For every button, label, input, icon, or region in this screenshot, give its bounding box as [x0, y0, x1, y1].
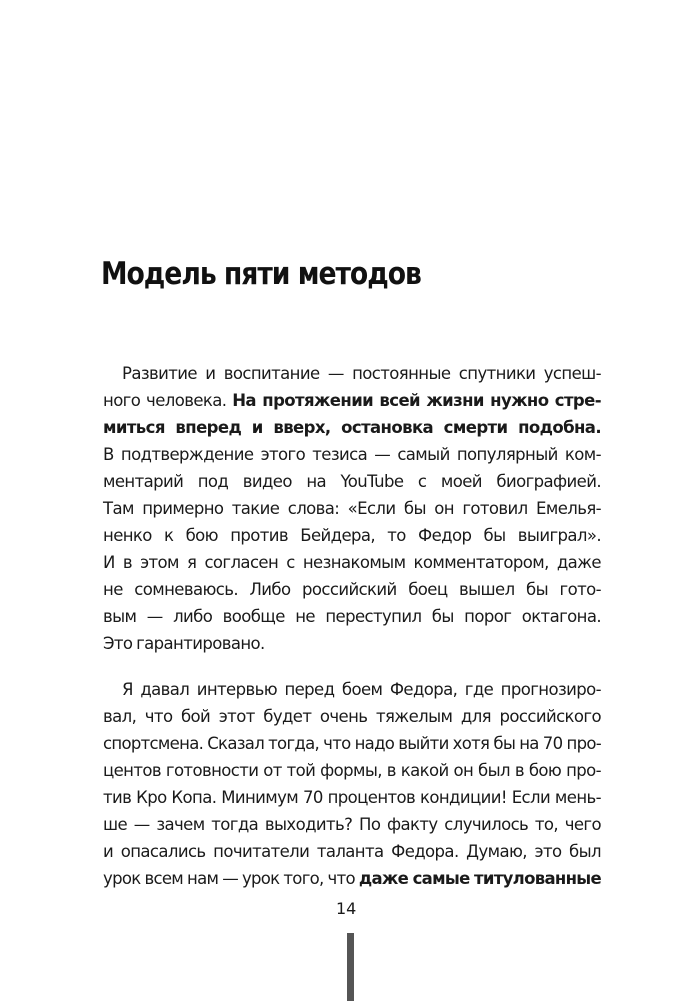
text-run: вым — либо вообще не переступил бы порог октагона. — [103, 607, 601, 626]
text-line — [103, 865, 601, 892]
text-line — [103, 360, 601, 387]
text-run: тив Кро Копа. Минимум 70 процентов кондиции! Если мень- — [103, 788, 601, 807]
text-line — [103, 387, 601, 414]
text-run: и опасались почитатели таланта Федора. Думаю, это был — [103, 842, 601, 861]
paragraph-1 — [103, 360, 601, 657]
text-line — [103, 784, 601, 811]
text-run: не сомневаюсь. Либо российский боец вышел бы гото- — [103, 580, 601, 599]
text-line — [103, 630, 601, 657]
text-run: Там примерно такие слова: «Если бы он готовил Емелья- — [103, 499, 601, 518]
chapter-title: Модель пяти методов — [101, 256, 421, 292]
bold-text-run: На протяжении всей жизни нужно стре- — [232, 391, 601, 410]
text-line — [103, 576, 601, 603]
text-run: урок всем нам — урок того, что — [103, 869, 359, 888]
bold-text-run: даже самые титулованные — [358, 869, 601, 888]
text-run: Это гарантировано. — [103, 634, 265, 653]
text-run: ного человека. — [103, 391, 233, 410]
text-run: И в этом я согласен с незнакомым комментатором, даже — [103, 553, 601, 572]
text-run: ненко к бою против Бейдера, то Федор бы выиграл». — [103, 526, 601, 545]
text-line — [103, 676, 601, 703]
text-run: центов готовности от той формы, в какой он был в бою про- — [103, 761, 601, 780]
text-line — [103, 495, 601, 522]
text-line — [103, 603, 601, 630]
text-line — [103, 522, 601, 549]
text-line — [103, 838, 601, 865]
text-run: Развитие и воспитание — постоянные спутники успеш- — [122, 364, 601, 383]
text-line — [103, 730, 601, 757]
text-run: В подтверждение этого тезиса — самый популярный ком- — [103, 445, 601, 464]
text-run: вал, что бой этот будет очень тяжелым для российского — [103, 707, 601, 726]
paragraph-2 — [103, 676, 601, 892]
text-line — [103, 414, 601, 441]
text-run: ше — зачем тогда выходить? По факту случилось то, чего — [103, 815, 601, 834]
text-run: ментарий под видео на YouTube с моей биографией. — [103, 472, 601, 491]
text-line — [103, 468, 601, 495]
text-line — [103, 441, 601, 468]
text-line — [103, 811, 601, 838]
bold-text-run: миться вперед и вверх, остановка смерти подобна. — [103, 418, 601, 437]
text-line — [103, 757, 601, 784]
text-line — [103, 703, 601, 730]
text-run: Я давал интервью перед боем Федора, где прогнозиро- — [122, 680, 601, 699]
text-line — [103, 549, 601, 576]
page-number: 14 — [336, 899, 357, 918]
text-run: спортсмена. Сказал тогда, что надо выйти хотя бы на 70 про- — [103, 734, 601, 753]
page-edge-marker — [347, 933, 354, 1001]
